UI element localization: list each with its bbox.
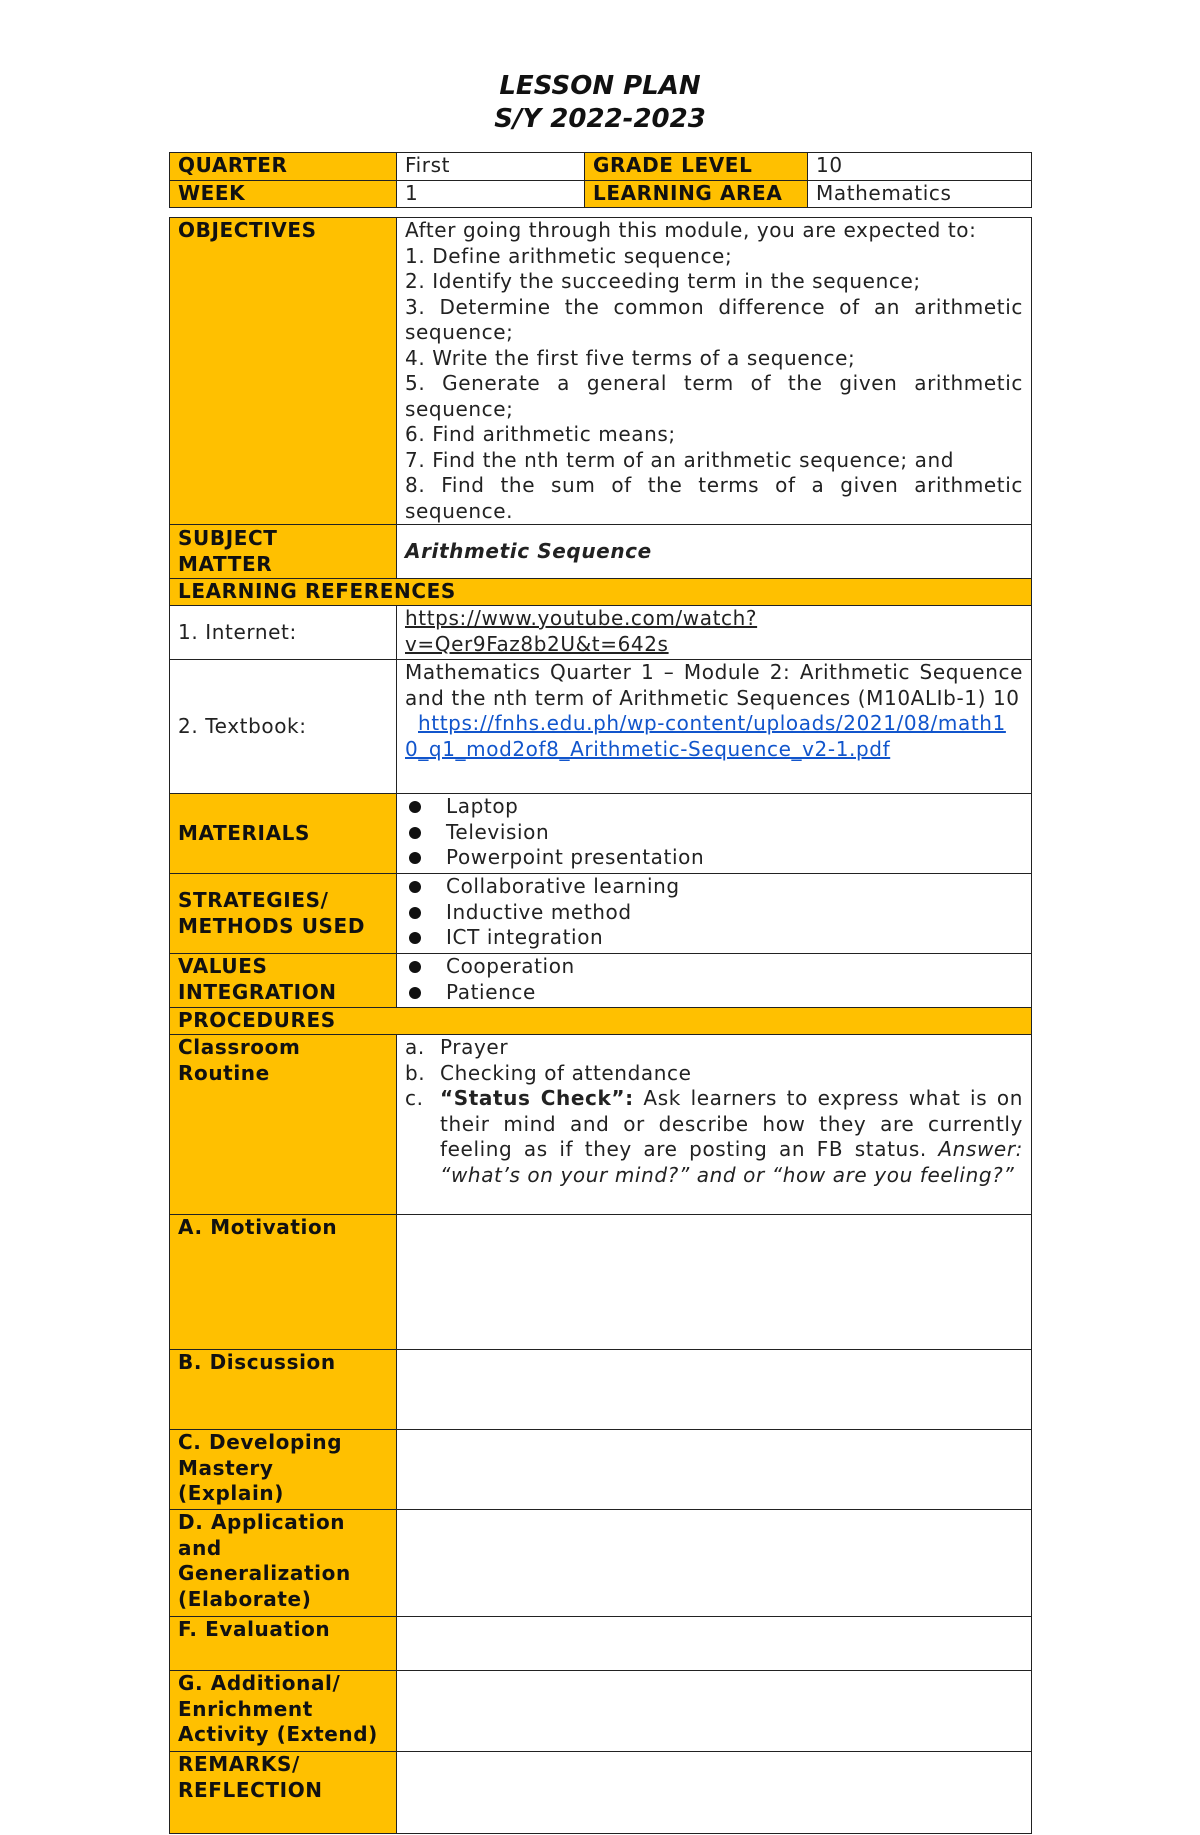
- lesson-table: [169, 217, 1032, 1834]
- strategies-list: [405, 874, 1023, 951]
- classroom-routine-content: [397, 1035, 1032, 1215]
- objective-item: 3. Determine the common difference of an arithmetic sequence;: [405, 294, 1023, 344]
- evaluation-content: [397, 1617, 1032, 1671]
- list-item: Patience: [405, 980, 1023, 1006]
- classroom-routine-label: Classroom Routine: [170, 1035, 397, 1215]
- textbook-title: Mathematics Quarter 1 – Module 2: Arithmetic Sequence and the nth term of Arithmetic Sequences (M10ALIb-1) 10: [405, 660, 1023, 710]
- youtube-link-continued[interactable]: v=Qer9Faz8b2U&t=642s: [405, 631, 669, 656]
- developing-mastery-row: [170, 1430, 1032, 1510]
- grade-level-value: 10: [808, 153, 1032, 181]
- discussion-label: B. Discussion: [170, 1350, 397, 1430]
- evaluation-label: F. Evaluation: [170, 1617, 397, 1671]
- list-item: ICT integration: [405, 925, 1023, 951]
- procedures-heading: PROCEDURES: [170, 1008, 1032, 1035]
- textbook-link-continued[interactable]: 0_q1_mod2of8_Arithmetic-Sequence_v2-1.pdf: [405, 736, 891, 761]
- materials-list-cell: [397, 794, 1032, 874]
- list-item: Television: [405, 820, 1023, 846]
- objective-item: 7. Find the nth term of an arithmetic sequence; and: [405, 447, 955, 472]
- materials-label: MATERIALS: [170, 794, 397, 874]
- reference-textbook-label: 2. Textbook:: [170, 660, 397, 794]
- quarter-value: First: [397, 153, 585, 181]
- objective-item: 5. Generate a general term of the given arithmetic sequence;: [405, 371, 1023, 421]
- strategies-list-cell: [397, 874, 1032, 954]
- subject-matter-row: [170, 525, 1032, 579]
- subject-matter-value: Arithmetic Sequence: [397, 525, 1032, 579]
- values-list-cell: [397, 954, 1032, 1008]
- developing-mastery-content: [397, 1430, 1032, 1510]
- reference-internet-row: [170, 606, 1032, 660]
- week-value: 1: [397, 181, 585, 208]
- additional-activity-content: [397, 1671, 1032, 1752]
- materials-list: [405, 794, 1023, 871]
- objective-item: 6. Find arithmetic means;: [405, 422, 676, 446]
- status-check-heading: “Status Check”:: [440, 1086, 634, 1110]
- routine-list: [405, 1035, 1023, 1188]
- list-item: Powerpoint presentation: [405, 845, 1023, 871]
- materials-row: [170, 794, 1032, 874]
- discussion-row: [170, 1350, 1032, 1430]
- discussion-content: [397, 1350, 1032, 1430]
- remarks-row: [170, 1752, 1032, 1834]
- objective-item: 8. Find the sum of the terms of a given arithmetic sequence.: [405, 473, 1023, 523]
- status-check-text: Ask learners to express what is on their mind and or describe how they are currently feeling as if they are posting an FB status.: [440, 1086, 1023, 1161]
- objective-item: 2. Identify the succeeding term in the sequence;: [405, 269, 921, 293]
- evaluation-row: [170, 1617, 1032, 1671]
- values-list: [405, 954, 1023, 1005]
- strategies-label: STRATEGIES/ METHODS USED: [170, 874, 397, 954]
- motivation-content: [397, 1215, 1032, 1350]
- classroom-routine-row: [170, 1035, 1032, 1215]
- values-row: [170, 954, 1032, 1008]
- learning-references-heading: LEARNING REFERENCES: [170, 579, 1032, 606]
- motivation-row: [170, 1215, 1032, 1350]
- objective-item: 1. Define arithmetic sequence;: [405, 243, 733, 268]
- learning-area-value: Mathematics: [808, 181, 1032, 208]
- subject-matter-label: SUBJECT MATTER: [170, 525, 397, 579]
- document-title: LESSON PLAN: [499, 71, 701, 101]
- procedures-row: [170, 1008, 1032, 1035]
- reference-internet-url: [397, 606, 1032, 660]
- objectives-content: [397, 218, 1032, 525]
- additional-activity-row: [170, 1671, 1032, 1752]
- list-item: Laptop: [405, 794, 1023, 820]
- developing-mastery-label: C. Developing Mastery (Explain): [170, 1430, 397, 1510]
- additional-activity-label: G. Additional/ Enrichment Activity (Extend): [170, 1671, 397, 1752]
- application-row: [170, 1510, 1032, 1617]
- reference-textbook-content: [397, 660, 1032, 794]
- learning-references-row: [170, 579, 1032, 606]
- reference-textbook-row: [170, 660, 1032, 794]
- list-item: a. Prayer: [405, 1035, 509, 1059]
- grade-level-label: GRADE LEVEL: [585, 153, 808, 181]
- list-item: c. “Status Check”: Ask learners to express what is on their mind and or describe how they are currently feeling as if they are posting an FB status. Answer: “what’s on your mind?” and or “how are you feeling?”: [405, 1086, 1023, 1187]
- motivation-label: A. Motivation: [170, 1215, 397, 1350]
- status-check-answer: Answer: “what’s on your mind?” and or “how are you feeling?”: [440, 1137, 1023, 1187]
- application-content: [397, 1510, 1032, 1617]
- objective-item: 4. Write the first five terms of a sequence;: [405, 345, 856, 370]
- textbook-link[interactable]: https://fnhs.edu.ph/wp-content/uploads/2021/08/math1: [418, 711, 1006, 735]
- values-label: VALUES INTEGRATION: [170, 954, 397, 1008]
- application-label: D. Application and Generalization (Elaborate): [170, 1510, 397, 1617]
- remarks-label: REMARKS/ REFLECTION: [170, 1752, 397, 1834]
- week-label: WEEK: [170, 181, 397, 208]
- school-year: S/Y 2022-2023: [494, 104, 706, 134]
- list-item: Inductive method: [405, 900, 1023, 926]
- objectives-intro: After going through this module, you are expected to:: [405, 218, 977, 242]
- list-item: Collaborative learning: [405, 874, 1023, 900]
- quarter-label: QUARTER: [170, 153, 397, 181]
- youtube-link[interactable]: https://www.youtube.com/watch?: [405, 606, 758, 630]
- objectives-row: [170, 218, 1032, 525]
- info-table: [169, 152, 1032, 208]
- reference-internet-label: 1. Internet:: [170, 606, 397, 660]
- list-item: Cooperation: [405, 954, 1023, 980]
- list-item: b. Checking of attendance: [405, 1060, 692, 1085]
- strategies-row: [170, 874, 1032, 954]
- objectives-label: OBJECTIVES: [170, 218, 397, 525]
- learning-area-label: LEARNING AREA: [585, 181, 808, 208]
- remarks-content: [397, 1752, 1032, 1834]
